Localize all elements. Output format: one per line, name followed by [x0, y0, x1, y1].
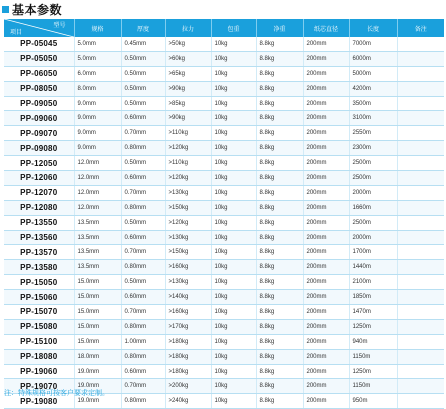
model-cell: PP-12060: [4, 171, 74, 186]
table-row: [4, 305, 444, 320]
value-cell: 10kg: [211, 185, 256, 200]
value-cell: 200mm: [303, 334, 349, 349]
remark-cell: [397, 349, 444, 364]
value-cell: 2300m: [349, 141, 397, 156]
value-cell: >110kg: [165, 126, 211, 141]
value-cell: >85kg: [165, 96, 211, 111]
model-cell: PP-13570: [4, 245, 74, 260]
remark-cell: [397, 275, 444, 290]
value-cell: 4200m: [349, 81, 397, 96]
value-cell: 1470m: [349, 305, 397, 320]
value-cell: 10kg: [211, 305, 256, 320]
model-cell: PP-15060: [4, 290, 74, 305]
value-cell: 8.8kg: [256, 230, 303, 245]
value-cell: 8.8kg: [256, 96, 303, 111]
value-cell: >120kg: [165, 215, 211, 230]
value-cell: 0.50mm: [121, 96, 165, 111]
value-cell: 12.0mm: [74, 156, 121, 171]
value-cell: 10kg: [211, 364, 256, 379]
value-cell: 2000m: [349, 230, 397, 245]
value-cell: 200mm: [303, 156, 349, 171]
value-cell: 9.0mm: [74, 126, 121, 141]
value-cell: 2500m: [349, 215, 397, 230]
value-cell: 200mm: [303, 290, 349, 305]
value-cell: 0.50mm: [121, 156, 165, 171]
value-cell: 8.8kg: [256, 394, 303, 409]
value-cell: 1440m: [349, 260, 397, 275]
value-cell: 6.0mm: [74, 66, 121, 81]
value-cell: 8.8kg: [256, 260, 303, 275]
model-cell: PP-12070: [4, 185, 74, 200]
value-cell: 15.0mm: [74, 305, 121, 320]
value-cell: 12.0mm: [74, 171, 121, 186]
value-cell: 13.5mm: [74, 245, 121, 260]
value-cell: 200mm: [303, 141, 349, 156]
value-cell: 10kg: [211, 96, 256, 111]
table-header-row: [4, 19, 444, 37]
value-cell: 200mm: [303, 305, 349, 320]
value-cell: 200mm: [303, 319, 349, 334]
value-cell: 8.8kg: [256, 364, 303, 379]
value-cell: 10kg: [211, 230, 256, 245]
value-cell: 8.8kg: [256, 37, 303, 51]
value-cell: 200mm: [303, 349, 349, 364]
section-title: [2, 1, 62, 17]
model-cell: PP-15070: [4, 305, 74, 320]
value-cell: 8.8kg: [256, 275, 303, 290]
value-cell: 8.8kg: [256, 305, 303, 320]
value-cell: 10kg: [211, 200, 256, 215]
remark-cell: [397, 156, 444, 171]
model-cell: PP-15050: [4, 275, 74, 290]
remark-cell: [397, 37, 444, 51]
remark-cell: [397, 379, 444, 394]
model-cell: PP-09070: [4, 126, 74, 141]
value-cell: >50kg: [165, 37, 211, 51]
value-cell: 0.70mm: [121, 305, 165, 320]
value-cell: 8.8kg: [256, 215, 303, 230]
value-cell: 200mm: [303, 364, 349, 379]
value-cell: 200mm: [303, 394, 349, 409]
value-cell: 200mm: [303, 171, 349, 186]
table-body: [4, 37, 444, 409]
value-cell: >110kg: [165, 156, 211, 171]
value-cell: >150kg: [165, 245, 211, 260]
model-cell: PP-13550: [4, 215, 74, 230]
value-cell: 10kg: [211, 260, 256, 275]
value-cell: 2550m: [349, 126, 397, 141]
value-cell: 0.70mm: [121, 126, 165, 141]
value-cell: 200mm: [303, 185, 349, 200]
model-cell: PP-12080: [4, 200, 74, 215]
table-row: [4, 51, 444, 66]
value-cell: 10kg: [211, 81, 256, 96]
remark-cell: [397, 260, 444, 275]
value-cell: >240kg: [165, 394, 211, 409]
table-row: [4, 200, 444, 215]
value-cell: 12.0mm: [74, 185, 121, 200]
remark-cell: [397, 319, 444, 334]
value-cell: 200mm: [303, 275, 349, 290]
title-bullet-icon: [2, 6, 9, 13]
value-cell: 3500m: [349, 96, 397, 111]
value-cell: >65kg: [165, 66, 211, 81]
value-cell: 10kg: [211, 245, 256, 260]
value-cell: 0.45mm: [121, 37, 165, 51]
value-cell: 9.0mm: [74, 141, 121, 156]
value-cell: 15.0mm: [74, 319, 121, 334]
value-cell: 5.0mm: [74, 51, 121, 66]
model-cell: PP-19060: [4, 364, 74, 379]
value-cell: 10kg: [211, 37, 256, 51]
table-row: [4, 111, 444, 126]
remark-cell: [397, 230, 444, 245]
value-cell: 8.8kg: [256, 156, 303, 171]
value-cell: 950m: [349, 394, 397, 409]
table-row: [4, 156, 444, 171]
value-cell: >90kg: [165, 111, 211, 126]
value-cell: 8.8kg: [256, 141, 303, 156]
value-cell: 7000m: [349, 37, 397, 51]
model-cell: PP-18080: [4, 349, 74, 364]
value-cell: 10kg: [211, 319, 256, 334]
value-cell: 2500m: [349, 156, 397, 171]
table-row: [4, 96, 444, 111]
model-cell: PP-13580: [4, 260, 74, 275]
remark-cell: [397, 364, 444, 379]
remark-cell: [397, 81, 444, 96]
remark-cell: [397, 66, 444, 81]
value-cell: 3100m: [349, 111, 397, 126]
value-cell: 1250m: [349, 319, 397, 334]
value-cell: 10kg: [211, 334, 256, 349]
model-cell: PP-19070: [4, 379, 74, 394]
model-cell: PP-05045: [4, 37, 74, 51]
footnote: 注：特殊规格可按客户要求定制。: [4, 390, 109, 397]
value-cell: 200mm: [303, 200, 349, 215]
value-cell: 19.0mm: [74, 394, 121, 409]
remark-cell: [397, 141, 444, 156]
value-cell: 8.0mm: [74, 81, 121, 96]
value-cell: >130kg: [165, 275, 211, 290]
table-row: [4, 260, 444, 275]
value-cell: 0.50mm: [121, 51, 165, 66]
model-cell: PP-13560: [4, 230, 74, 245]
value-cell: 200mm: [303, 230, 349, 245]
model-cell: PP-09050: [4, 96, 74, 111]
value-cell: 10kg: [211, 290, 256, 305]
remark-cell: [397, 96, 444, 111]
header-cell: 净重: [256, 19, 303, 37]
value-cell: 10kg: [211, 349, 256, 364]
table-row: [4, 37, 444, 51]
value-cell: 8.8kg: [256, 349, 303, 364]
value-cell: >150kg: [165, 200, 211, 215]
value-cell: 200mm: [303, 260, 349, 275]
value-cell: 200mm: [303, 245, 349, 260]
value-cell: >200kg: [165, 379, 211, 394]
value-cell: 9.0mm: [74, 111, 121, 126]
value-cell: >160kg: [165, 260, 211, 275]
table-row: [4, 185, 444, 200]
remark-cell: [397, 111, 444, 126]
model-cell: PP-06050: [4, 66, 74, 81]
remark-cell: [397, 334, 444, 349]
value-cell: 13.5mm: [74, 230, 121, 245]
value-cell: 1700m: [349, 245, 397, 260]
table-row: [4, 126, 444, 141]
value-cell: 0.60mm: [121, 171, 165, 186]
value-cell: 200mm: [303, 81, 349, 96]
model-cell: PP-19080: [4, 394, 74, 409]
value-cell: 10kg: [211, 379, 256, 394]
value-cell: >60kg: [165, 51, 211, 66]
value-cell: 0.80mm: [121, 319, 165, 334]
value-cell: 10kg: [211, 394, 256, 409]
remark-cell: [397, 245, 444, 260]
value-cell: 10kg: [211, 51, 256, 66]
value-cell: 0.50mm: [121, 215, 165, 230]
model-cell: PP-09080: [4, 141, 74, 156]
value-cell: 8.8kg: [256, 334, 303, 349]
value-cell: 8.8kg: [256, 81, 303, 96]
value-cell: 15.0mm: [74, 334, 121, 349]
value-cell: 15.0mm: [74, 275, 121, 290]
model-cell: PP-15100: [4, 334, 74, 349]
value-cell: >140kg: [165, 290, 211, 305]
table-row: [4, 334, 444, 349]
value-cell: 200mm: [303, 215, 349, 230]
remark-cell: [397, 200, 444, 215]
value-cell: 1660m: [349, 200, 397, 215]
value-cell: 19.0mm: [74, 364, 121, 379]
table-row: [4, 364, 444, 379]
value-cell: 0.80mm: [121, 200, 165, 215]
model-cell: PP-05050: [4, 51, 74, 66]
value-cell: 200mm: [303, 37, 349, 51]
value-cell: 19.0mm: [74, 379, 121, 394]
value-cell: 2100m: [349, 275, 397, 290]
value-cell: 8.8kg: [256, 111, 303, 126]
value-cell: 10kg: [211, 126, 256, 141]
model-cell: PP-08050: [4, 81, 74, 96]
remark-cell: [397, 290, 444, 305]
value-cell: 8.8kg: [256, 379, 303, 394]
header-cell: 备注: [397, 19, 444, 37]
value-cell: 200mm: [303, 111, 349, 126]
remark-cell: [397, 126, 444, 141]
value-cell: 0.60mm: [121, 364, 165, 379]
value-cell: 5.0mm: [74, 37, 121, 51]
table-row: [4, 275, 444, 290]
value-cell: >120kg: [165, 141, 211, 156]
header-cell: 纸芯直径: [303, 19, 349, 37]
value-cell: 0.50mm: [121, 275, 165, 290]
value-cell: 0.60mm: [121, 290, 165, 305]
corner-item-label: 项目: [10, 30, 23, 36]
value-cell: 0.80mm: [121, 260, 165, 275]
value-cell: 8.8kg: [256, 200, 303, 215]
value-cell: >90kg: [165, 81, 211, 96]
value-cell: 1250m: [349, 364, 397, 379]
table-row: [4, 319, 444, 334]
remark-cell: [397, 215, 444, 230]
value-cell: 18.0mm: [74, 349, 121, 364]
parameter-table: [4, 19, 444, 409]
remark-cell: [397, 394, 444, 409]
value-cell: 10kg: [211, 215, 256, 230]
value-cell: 1.00mm: [121, 334, 165, 349]
value-cell: >180kg: [165, 334, 211, 349]
value-cell: 8.8kg: [256, 51, 303, 66]
remark-cell: [397, 51, 444, 66]
value-cell: >130kg: [165, 185, 211, 200]
value-cell: 10kg: [211, 111, 256, 126]
value-cell: 12.0mm: [74, 200, 121, 215]
value-cell: 8.8kg: [256, 290, 303, 305]
value-cell: >170kg: [165, 319, 211, 334]
value-cell: >180kg: [165, 349, 211, 364]
table-row: [4, 171, 444, 186]
value-cell: 0.60mm: [121, 230, 165, 245]
table-row: [4, 290, 444, 305]
remark-cell: [397, 185, 444, 200]
value-cell: 8.8kg: [256, 319, 303, 334]
remark-cell: [397, 171, 444, 186]
value-cell: 5000m: [349, 66, 397, 81]
value-cell: 200mm: [303, 379, 349, 394]
value-cell: 200mm: [303, 96, 349, 111]
value-cell: 2000m: [349, 185, 397, 200]
value-cell: 2500m: [349, 171, 397, 186]
value-cell: 940m: [349, 334, 397, 349]
table-row: [4, 230, 444, 245]
value-cell: 200mm: [303, 66, 349, 81]
value-cell: 9.0mm: [74, 96, 121, 111]
table-row: [4, 245, 444, 260]
value-cell: 8.8kg: [256, 185, 303, 200]
value-cell: 0.50mm: [121, 81, 165, 96]
value-cell: 13.5mm: [74, 215, 121, 230]
value-cell: 13.5mm: [74, 260, 121, 275]
value-cell: 0.50mm: [121, 66, 165, 81]
header-cell: 包重: [211, 19, 256, 37]
remark-cell: [397, 305, 444, 320]
value-cell: 200mm: [303, 126, 349, 141]
value-cell: 0.80mm: [121, 394, 165, 409]
table-row: [4, 349, 444, 364]
table-row: [4, 215, 444, 230]
header-corner-cell: [4, 19, 74, 37]
value-cell: 200mm: [303, 51, 349, 66]
value-cell: 6000m: [349, 51, 397, 66]
value-cell: 0.60mm: [121, 111, 165, 126]
value-cell: >160kg: [165, 305, 211, 320]
value-cell: 0.70mm: [121, 379, 165, 394]
model-cell: PP-09060: [4, 111, 74, 126]
value-cell: 15.0mm: [74, 290, 121, 305]
header-cell: 拉力: [165, 19, 211, 37]
table-row: [4, 141, 444, 156]
value-cell: 0.70mm: [121, 185, 165, 200]
value-cell: 8.8kg: [256, 126, 303, 141]
value-cell: >130kg: [165, 230, 211, 245]
header-cell: 规格: [74, 19, 121, 37]
section-title-text: 基本参数: [12, 2, 63, 17]
table-row: [4, 81, 444, 96]
corner-model-label: 型号: [53, 23, 66, 29]
model-cell: PP-12050: [4, 156, 74, 171]
value-cell: >120kg: [165, 171, 211, 186]
header-cell: 厚度: [121, 19, 165, 37]
value-cell: 10kg: [211, 66, 256, 81]
table-row: [4, 66, 444, 81]
value-cell: 8.8kg: [256, 245, 303, 260]
header-cell: 长度: [349, 19, 397, 37]
value-cell: 8.8kg: [256, 66, 303, 81]
value-cell: 10kg: [211, 171, 256, 186]
value-cell: >180kg: [165, 364, 211, 379]
value-cell: 1150m: [349, 379, 397, 394]
model-cell: PP-15080: [4, 319, 74, 334]
value-cell: 8.8kg: [256, 171, 303, 186]
value-cell: 1150m: [349, 349, 397, 364]
value-cell: 10kg: [211, 275, 256, 290]
value-cell: 10kg: [211, 156, 256, 171]
value-cell: 0.80mm: [121, 141, 165, 156]
value-cell: 10kg: [211, 141, 256, 156]
value-cell: 0.70mm: [121, 245, 165, 260]
value-cell: 1850m: [349, 290, 397, 305]
value-cell: 0.80mm: [121, 349, 165, 364]
